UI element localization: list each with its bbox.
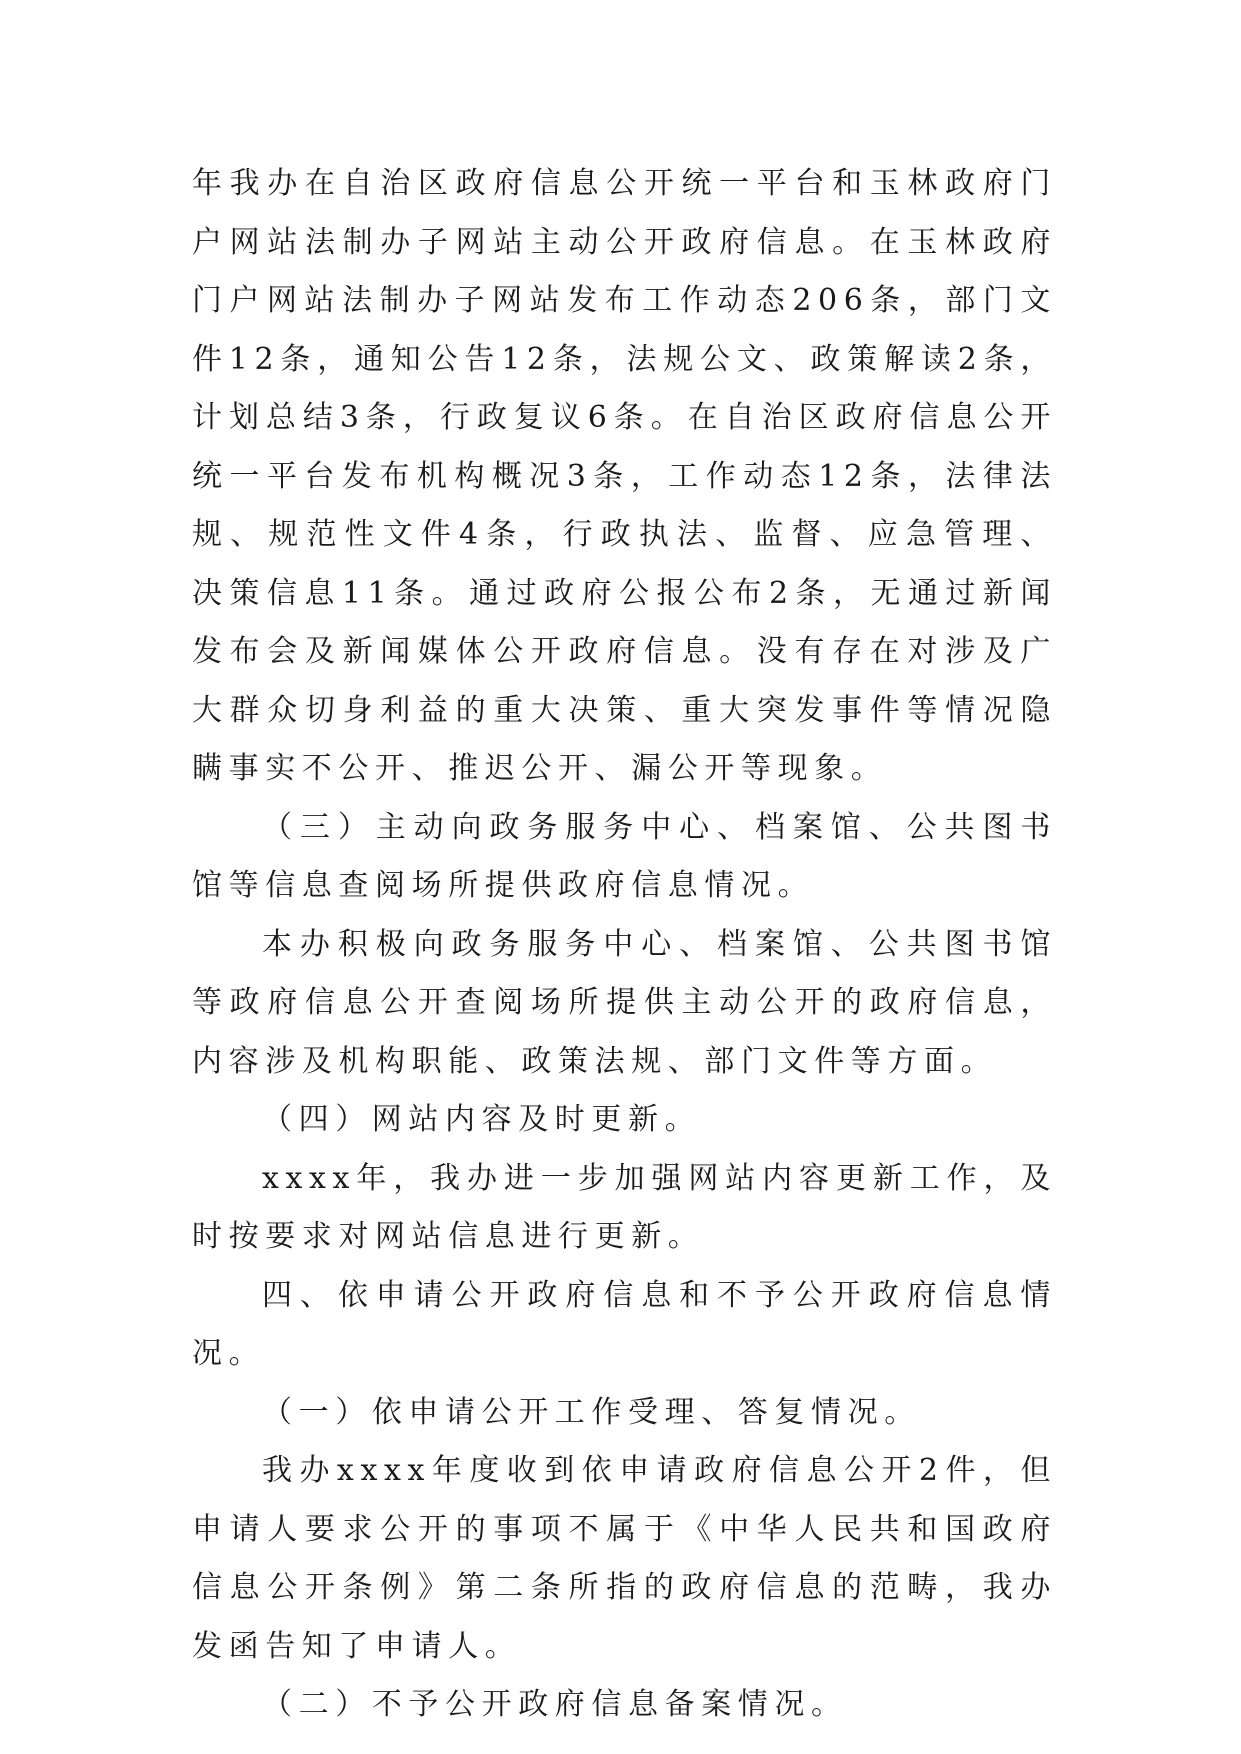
- section-heading: （一）依申请公开工作受理、答复情况。: [262, 1394, 921, 1430]
- body-paragraph: xxxx年，我办进一步加强网站内容更新工作，及时按要求对网站信息进行更新。: [192, 1160, 1057, 1254]
- body-paragraph: 年我办在自治区政府信息公开统一平台和玉林政府门户网站法制办子网站主动公开政府信息。在玉林政府门户网站法制办子网站发布工作动态206条，部门文件12条，通知公告12条，法规公文、政策解读2条，计划总结3条，行政复议6条。在自治区政府信息公开统一平台发布机构概况3条，工作动态12条，法律法规、规范性文件4条，行政执法、监督、应急管理、决策信息11条。通过政府公报公布2条，无通过新闻发布会及新闻媒体公开政府信息。没有存在对涉及广大群众切身利益的重大决策、重大突发事件等情况隐瞒事实不公开、推迟公开、漏公开等现象。: [192, 166, 1057, 786]
- section-heading: 四、依申请公开政府信息和不予公开政府信息情况。: [192, 1277, 1057, 1371]
- section-heading: （三）主动向政务服务中心、档案馆、公共图书馆等信息查阅场所提供政府信息情况。: [192, 809, 1057, 903]
- section-heading: （四）网站内容及时更新。: [262, 1102, 702, 1137]
- body-paragraph: 我办xxxx年度收到依申请政府信息公开2件，但申请人要求公开的事项不属于《中华人民共和国政府信息公开条例》第二条所指的政府信息的范畴，我办发函告知了申请人。: [192, 1453, 1057, 1664]
- body-paragraph: 本办积极向政务服务中心、档案馆、公共图书馆等政府信息公开查阅场所提供主动公开的政府信息，内容涉及机构职能、政策法规、部门文件等方面。: [192, 926, 1057, 1079]
- document-body: [192, 155, 1057, 1735]
- section-heading: （二）不予公开政府信息备案情况。: [262, 1687, 848, 1722]
